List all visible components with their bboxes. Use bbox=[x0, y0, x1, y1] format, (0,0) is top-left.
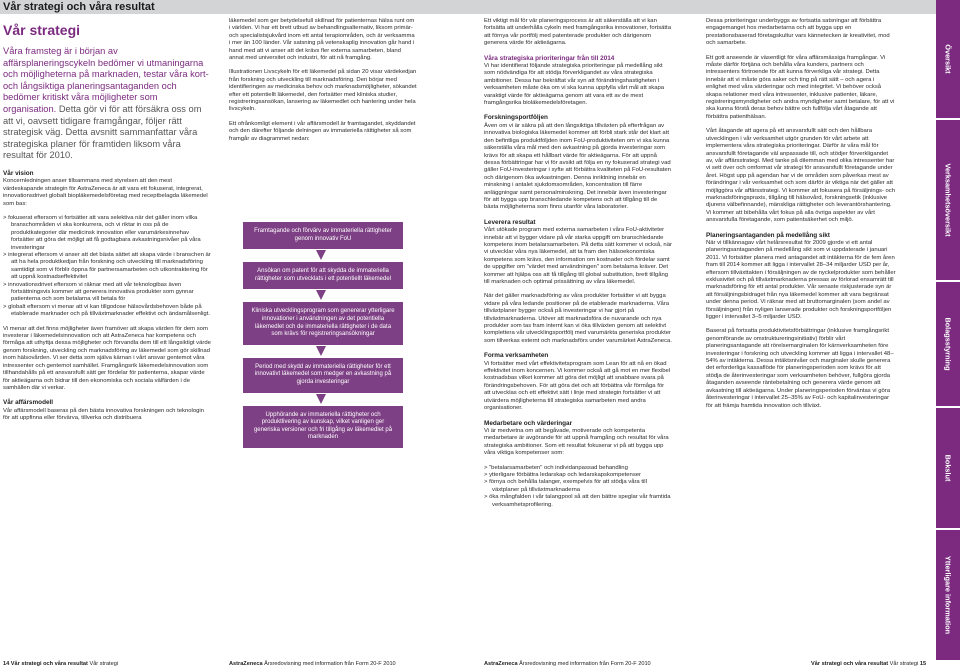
page-number: 15 bbox=[919, 661, 927, 667]
portfolio-heading: Forskningsportföljen bbox=[484, 114, 548, 122]
tab-ytterligare-information[interactable]: Ytterligare information bbox=[936, 530, 960, 660]
column-4 bbox=[706, 18, 896, 648]
tab-oversikt[interactable]: Översikt bbox=[936, 0, 960, 118]
portfolio-text: Även om vi är säkra på att den långsiktiga tillväxten på efterfrågan av innovativa biologiska läkemedel kommer att förbli stark står det klart att den befintliga produktföljden inom FoU-produktiviteten om vi ska kunna säkerställa våra mål med den avkastning på gjorda investeringar som krävs för att skapa ett hållbart värde för aktieägarna. För att uppnå dessa förbättringar har vi för avsikt att följa en ny fokuserad strategi vad gäller FoU-investeringar i syfte att förbättra kvaliteten på FoU-resultaten och därigenom öka avkastningen. Denna inriktning innebär en minskning i antalet sjukdomsområden, koncentration till färre anläggningar samt personalminskning. Det innebär även investeringar för att bygga upp branschledande kompetens och att tillgång till de bästa möjligheterna som finns utanför våra laboratorier. bbox=[484, 122, 671, 211]
diagram-step-2: Ansökan om patent för att skydda de immateriella rättigheter som utvecklats i ett potentiellt läkemedel bbox=[243, 262, 403, 289]
priorities-heading: Våra strategiska prioriteringar från till 2014 bbox=[484, 54, 615, 62]
footer-right bbox=[811, 661, 926, 667]
vision-bullet-list bbox=[3, 215, 211, 319]
page-number: 14 bbox=[3, 661, 10, 667]
body-paragraph: Vårt åtagande att agera på ett ansvarsfullt sätt och den hållbara utvecklingen i vår verksamhet utgör grunden för vårt arbete att implementera våra strategiska prioriteringar. Därför är våra mål för ansvarsfullt företagande väl anpassade till, och stödjer förverkligandet av, vår affärsstrategi. Med tanke på dilemman med olika intressenter har vi sett över och omformat vår strategi för ansvarsfullt företagande under året. Högst upp på agendan har vi de områden som påverkas mest av förändringar i vår verksamhet och som därför är viktiga när det gäller att möjliggöra vår affärsstrategi. Vi kommer att fokusera på försäljnings- och marknadsföringspraxis, tillgång till hälsovård, forskningsetik (inklusive djurens välbefinnande), mänskliga rättigheter och leverantörshantering. Vi kommer att bibehålla vårt fokus på alla övriga aspekter av vårt ansvarsfulla företagande, som patientsäkerhet och miljö. bbox=[706, 128, 896, 224]
body-paragraph: Illustrationen Livscykeln för ett läkemedel på sidan 20 visar värdekedjan från forskning och utveckling till marknadsföring. Den börjar med identifieringen av medicinska behov och marknadsmöjligheter, sökandet efter ett potentiellt läkemedel, den fortsätter med kliniska studier, registreringsansökan, lansering av läkemedlet och hantering under hela livscykeln. bbox=[229, 69, 417, 113]
business-model-text: Vår affärsmodell baseras på den bästa innovativa forskningen och teknologin för att uppfinna eller förvärva, tillverka och distribuera bbox=[3, 407, 204, 422]
footer-section: Vår strategi och våra resultat bbox=[811, 661, 889, 667]
list-item: > öka mångfalden i vår talangpool så att den bättre speglar vår framtida verksamhetsprofilering. bbox=[484, 494, 671, 508]
planning-text: När vi tillkännagav vårt helårsresultat för 2009 gjorde vi ett antal planeringsantaganden på medellång sikt som vi uppdaterade i januari 2011. Vi fortsätter planera med antagandet att intäkterna för de fem åren fram till 2014 kommer att ligga i intervallet 28–34 miljarder USD per år, eftersom tillväxttakten i försäljningen av de nyckelprodukter som behåller exklusivitet och på tillväxtmarknaderna pressas av förlorad ensamrätt till marknadsföring för ett antal produkter. Vår senaste riskjusterade syn är att försäljningsbidraget från nya läkemedel kommer att vara begränsat under denna period. Vi räknar med att bruttomarginalen (som andel av försäljningen) från nyligen lanserade produkter och forskningsportföljen ligger i intervallet 3–5 miljarder USD. bbox=[706, 239, 896, 321]
list-item: > ytterligare förbättra ledarskap och ledarskapskompetenser bbox=[484, 471, 642, 478]
diagram-step-5: Upphörande av immateriella rättigheter och produktlivering av kunskap, vilket vanligen ger generiska versioner och fri tillgång av läkemedlet på marknaden bbox=[243, 406, 403, 448]
arrow-down-icon bbox=[316, 394, 326, 404]
priorities-text: Vi har identifierat följande strategiska prioriteringar på medellång sikt som nödvändiga för att stödja förverkligandet av våra strategiska ambitioner. Dessa har bekräftat vår syn att förändringshastigheten i verksamheten måste öka om vi ska kunna uppfylla vårt mål att skapa varaktigt värde för aktieägarna genom att vara ett av de mest framgångsrika bioläkemedelsföretagen. bbox=[484, 63, 665, 107]
body-paragraph: Ett gott anseende är väsentligt för våra affärsmässiga framgångar. Vi måste därför förtjäna och behålla våra kunders, partners och intressenters förtroende för att kunna förverkliga vår strategi. Detta innebär att vi måste göra saker och ting på rätt sätt – och agera i enlighet med våra värderingar och med integritet. Vi behöver också skapa relationer med våra intressenter, inklusive patienter, läkare, registreringsmyndigheter och andra myndigheter samt betalare, för att vi ska kunna förstå deras behov bättre och fullfölja vårt åtagande att förbättra patienthälsan. bbox=[706, 54, 895, 120]
people-bullet-list bbox=[484, 465, 672, 509]
footer-subsection: Vår strategi bbox=[89, 661, 119, 667]
lead-paragraph bbox=[3, 46, 211, 162]
column-3 bbox=[484, 18, 672, 648]
delivery-text-2: När det gäller marknadsföring av våra produkter fortsätter vi att bygga vidare på våra ledande positioner på de etablerade marknaderna. Våra tillväxtplaner bygger också på investeringar vi har gjort på tillväxtmarknaderna. Utöver att marknadsföra de nuvarande och nya produkter som tas fram internt kan vi öka tillväxten genom att selektivt komplettera vår utvecklingsportfölj med varumärkta generiska produkter som tillverkas externt och marknadsförs under varumärket AstraZeneca. bbox=[484, 293, 672, 344]
list-item: > innovationsdrivet eftersom vi räknar med att vår teknologibas även fortsättningsvis kommer att generera innovativa produkter som gynnar patienterna och som betalarna vill betala för bbox=[3, 281, 194, 303]
arrow-down-icon bbox=[316, 346, 326, 356]
lead-rest-text: Detta gör vi för att försäkra oss om att vi, oavsett tidigare framgångar, följer rätt strategisk väg. Detta avsnitt sammanfattar våra strategiska planer för framtiden liksom våra resultat för 2010. bbox=[3, 103, 202, 161]
body-paragraph: Ett viktigt mål för vår planeringsprocess är att säkerställa att vi kan fortsätta att underhålla cykeln med framgångsrika innovationer, fortsätta att förnya vår portfölj med patenterade produkter och därigenom generera värde för aktieägarna. bbox=[484, 18, 671, 47]
brand-name: AstraZeneca bbox=[484, 661, 518, 667]
section-tabs bbox=[936, 0, 960, 660]
footer-left bbox=[3, 661, 118, 667]
diagram-step-4: Period med skydd av immateriella rättigheter för ett innovativt läkemedel som medger en avkastning på gjorda investeringar bbox=[243, 358, 403, 393]
page-footer bbox=[3, 660, 933, 670]
diagram-step-3: Kliniska utvecklingsprogram som genererar ytterligare innovationer i användningen av det potentiella läkemedlet och de immateriella rättigheter i de data som krävs för registreringsansökningar bbox=[243, 302, 403, 344]
column-1 bbox=[3, 18, 211, 618]
lead-accent-text: Våra framsteg är i början av affärsplaneringscykeln bedömer vi utmaningarna och möjligheterna på marknaden, testar våra kort- och långsiktiga planeringsantaganden och bedömer kritiskt våra möjligheter som organisation. bbox=[3, 46, 209, 114]
body-paragraph: Dessa prioriteringar underbyggs av fortsatta satsningar att förbättra engagemanget hos medarbetarna och att bygga upp en prestationsbaserad företagskultur vars kännetecken är kreativitet, mod och samarbete. bbox=[706, 18, 890, 47]
vision-text: Koncernledningen anser tillsammans med styrelsen att den mest värdeskapande strategin för AstraZeneca är att vara ett fokuserat, integrerat, innovationsdrivet globalt biopläkemedelsföretag med receptbelagda läkemedel som bas: bbox=[3, 178, 208, 207]
list-item: > förnya och behålla talanger, exempelvis för att stödja våra till växtplaner på tillväxtmarknaderna bbox=[484, 479, 647, 493]
tab-bokslut[interactable]: Bokslut bbox=[936, 408, 960, 528]
people-values-heading: Medarbetare och värderingar bbox=[484, 419, 573, 427]
body-paragraph: Vi menar att det finns möjligheter även framöver att skapa värden för dem som investerar i läkemedelsinnovation och att AstraZeneca har kompetens och förmåga att uthyttja dessa möjligheter och förvandla dem till ett långsiktigt värde genom forskning, utveckling och marknadsföring av läkemedel som gör skillnad inom hälsovården. Vi ser detta som själva kärnan i vårt ansvar gentemot våra intressenter och gentemot samhället. Framgångsrik läkemedelsinnovation som tillhandahålls på ett ansvarsfullt sätt ger fördelar för patienterna, skapar värde för aktieägarna och bidrar till den ekonomiska och sociala välfärden i de samhällen där vi verkar. bbox=[3, 325, 211, 391]
shape-business-text: Vi fortsätter med vårt effektivitetsprogram som Lean för att nå en ökad effektivitet inom koncernen. Vi kommer också att gå mot en mer flexibel kostnadsbas vilket kommer att göra det möjligt att snabbare svara på förändringsbehoven. För att göra det och att förbättra vår förmåga för att utvecklas och ett effektivt sätt i linje med strategin fortsätter vi att utvärdera möjligheterna till strategiska samarbeten med andra organisationer. bbox=[484, 360, 671, 412]
business-model-heading: Vår affärsmodell bbox=[3, 399, 54, 407]
footer-report-name: Årsredovisning med information från Form 20-F 2010 bbox=[519, 661, 651, 667]
ip-lifecycle-diagram bbox=[229, 222, 417, 448]
body-paragraph: läkemedel som ger betydelsefull skillnad för patienternas hälsa runt om i världen. Vi har ett brett utbud av behandlingsalternativ, liksom primär- och specialistsjukvård inom ett antal terapiområden, och är verksamma i mer än 100 länder. Vår satsning på vetenskaplig innovation går hand i hand med att vi anser att det krävs fler externa samarbeten, bland annat med universitet och industri, för att nå framgång. bbox=[229, 18, 415, 62]
delivery-heading: Leverera resultat bbox=[484, 218, 536, 226]
body-paragraph: Ett ofrånkomligt element i vår affärsmodell är framtagandet, skyddandet och den därefter följande delningen av immateriella rättigheter så som framgår av diagrammet nedan: bbox=[229, 120, 416, 142]
list-item: > integrerat eftersom vi anser att det bästa sättet att skapa värde i branschen är att ha hela produktkedjan från forskning och utveckling till marknadsföring samtidigt som vi förblir öppna för partnersamarbeten och utkontraktering för att uppnå kostnadseffektivitet bbox=[3, 252, 211, 281]
people-values-text: Vi är medvetna om att begåvade, motiverade och kompetenta medarbetare är avgörande för att uppnå framgång och resultat för våra strategiska ambitioner. Som ett resultat fokuserar vi på att bygga upp våra viktiga kompetenser som: bbox=[484, 427, 669, 457]
vision-heading: Vår vision bbox=[3, 169, 34, 177]
footer-center-left bbox=[229, 661, 396, 667]
page-heading: Vår strategi bbox=[3, 22, 81, 38]
planning-text-2: Baserat på fortsatta produktivitetsförbättringar (inklusive framgångsrikt genomförande av omstruktureringsinitiativ) förblir vårt planeringsantagande att rörelsemarginalen för kärnverksamheten före investeringar i forskning och utveckling kommer att ligga i intervallet 48–54% av intäkterna. Dessa intäktsnivåer och marginaler skulle generera det erforderliga kassaflöde för planeringsperioden som krävs för att stödja de återinvesteringar som verksamheten behöver, fullgöra gjorda åtaganden avseende räntebetalning och generera värde genom att avkastning till aktieägarna. Under planeringsperioden förväntas vi göra återinvesteringar i intervallet 25–35% av FoU- och kapitalinvesteringar för att främja framtida innovation och tillväxt. bbox=[706, 328, 894, 409]
tab-verksamhetsoversikt[interactable]: Verksamhetsöversikt bbox=[936, 120, 960, 280]
header-bar bbox=[0, 0, 960, 14]
list-item: > fokuserat eftersom vi fortsätter att vara selektiva när det gäller inom vilka branschområden vi ska konkurrera, och vi riktar in oss på de produktkategorier där medicinsk innovation eller varumärkesinnehav fortsätter att göra det möjligt att få godtagbara avkastningsnivåer på våra investeringar bbox=[3, 214, 201, 251]
footer-subsection: Vår strategi bbox=[889, 661, 919, 667]
delivery-text: Vårt utökade program med externa samarbeten i våra FoU-aktiviteter innebär att vi bygger vidare på vår starka uppgift om branschledande kompetens inom betalarsamarbeten. På detta sätt kommer vi också, när vi utvecklar våra nya läkemedel, att ta fram den hälsoekonomiska kompetens som krävs, den information om kostnader och fördelar samt de uppgifter om "värdet med användningen" som betalarna kräver. Det kommer att hjälpa oss att få tillgång till global substitution, brett tillgång till marknaden och optimal prissättning av våra läkemedel. bbox=[484, 227, 672, 285]
shape-business-heading: Forma verksamheten bbox=[484, 352, 549, 360]
arrow-down-icon bbox=[316, 250, 326, 260]
arrow-down-icon bbox=[316, 290, 326, 300]
brand-name: AstraZeneca bbox=[229, 661, 263, 667]
footer-section: Vår strategi och våra resultat bbox=[10, 661, 88, 667]
diagram-step-1: Framtagande och förvärv av immateriella rättigheter genom innovativ FoU bbox=[243, 222, 403, 249]
tab-bolagsstyrning[interactable]: Bolagsstyrning bbox=[936, 282, 960, 406]
planning-heading: Planeringsantaganden på medellång sikt bbox=[706, 231, 830, 239]
list-item: > "betalarsamarbeten" och individanpassad behandling bbox=[484, 464, 628, 471]
list-item: > globalt eftersom vi menar att vi kan tillgodose hälsovårdsbehoven både på etablerade marknader och på tillväxtmarknader effektivt och ändamålsenligt. bbox=[3, 303, 210, 318]
section-title: Vår strategi och våra resultat bbox=[3, 1, 155, 13]
footer-center-right bbox=[484, 661, 651, 667]
footer-report-name: Årsredovisning med information från Form 20-F 2010 bbox=[264, 661, 396, 667]
